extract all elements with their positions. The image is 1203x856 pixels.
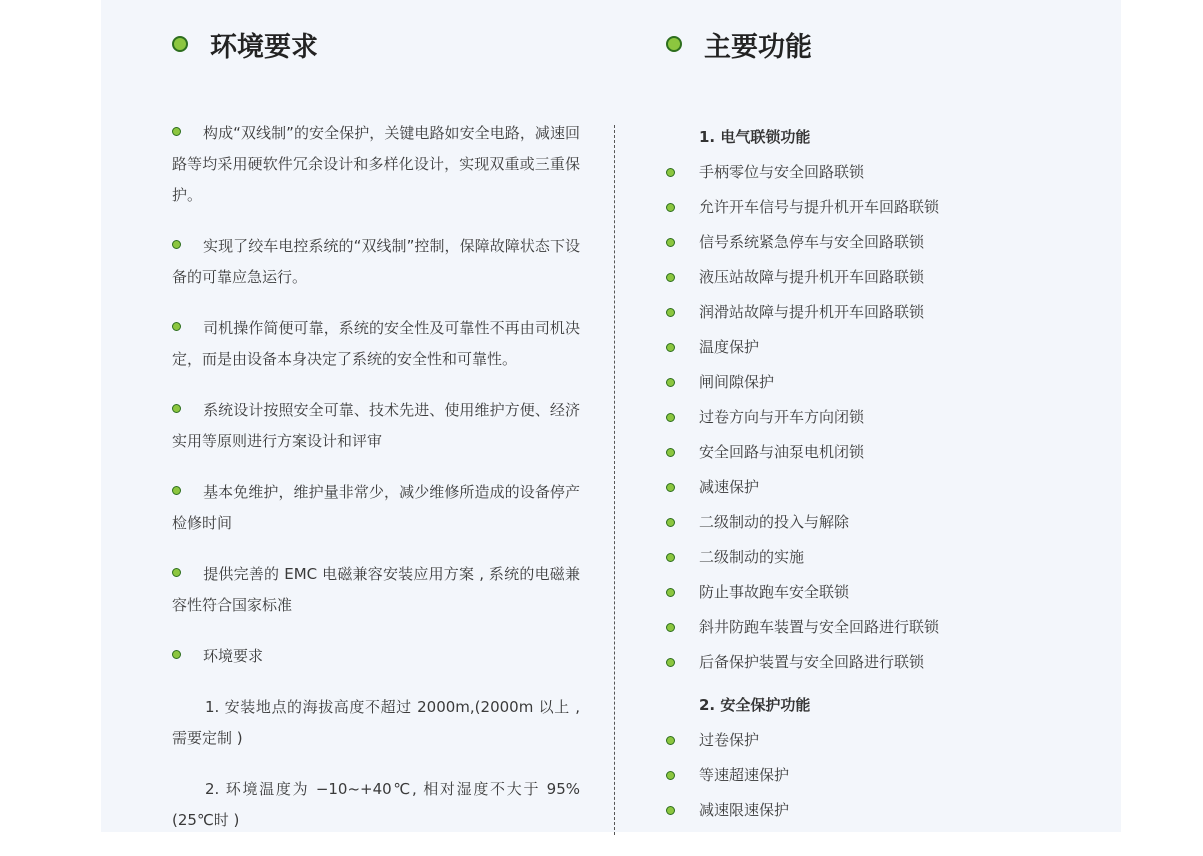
function-item: 等速超速保护 — [666, 758, 1086, 793]
bullet-icon — [666, 658, 675, 667]
bullet-icon — [666, 273, 675, 282]
bullet-icon — [666, 806, 675, 815]
feature-paragraph: 基本免维护，维护量非常少，减少维修所造成的设备停产检修时间 — [172, 483, 580, 532]
function-item: 液压站故障与提升机开车回路联锁 — [666, 260, 1086, 295]
function-item: 后备保护装置与安全回路进行联锁 — [666, 645, 1086, 680]
bullet-icon — [666, 448, 675, 457]
function-item: 防止事故跑车安全联锁 — [666, 575, 1086, 610]
function-item: 手柄零位与安全回路联锁 — [666, 155, 1086, 190]
bullet-icon — [666, 308, 675, 317]
bullet-icon — [666, 623, 675, 632]
bullet-icon — [172, 486, 181, 495]
function-item: 温度保护 — [666, 330, 1086, 365]
function-item: 允许开车信号与提升机开车回路联锁 — [666, 190, 1086, 225]
bullet-icon — [666, 168, 675, 177]
bullet-icon — [666, 413, 675, 422]
function-item: 润滑站故障与提升机开车回路联锁 — [666, 295, 1086, 330]
left-title-text: 环境要求 — [210, 31, 318, 63]
environment-column — [172, 118, 580, 856]
function-item: 斜井防跑车装置与安全回路进行联锁 — [666, 610, 1086, 645]
bullet-icon — [172, 322, 181, 331]
function-item: 过卷方向与开车方向闭锁 — [666, 400, 1086, 435]
function-item: 二级制动的投入与解除 — [666, 505, 1086, 540]
column-divider — [614, 125, 615, 835]
bullet-icon — [172, 568, 181, 577]
bullet-icon — [666, 771, 675, 780]
function-group-heading: 1. 电气联锁功能 — [699, 128, 811, 146]
right-title-text: 主要功能 — [704, 31, 812, 63]
right-section-title — [666, 24, 812, 64]
function-item: 减速限速保护 — [666, 793, 1086, 828]
environment-item: 1. 安装地点的海拔高度不超过 2000m,(2000m 以上 , 需要定制 ) — [172, 698, 580, 747]
function-group-heading: 2. 安全保护功能 — [699, 696, 811, 714]
bullet-icon — [172, 650, 181, 659]
function-item: 闸间隙保护 — [666, 365, 1086, 400]
bullet-icon — [666, 483, 675, 492]
bullet-icon — [666, 378, 675, 387]
feature-paragraph: 环境要求 — [172, 641, 580, 672]
environment-item: 2. 环境温度为 −10~+40℃, 相对湿度不大于 95%(25℃时 ) — [172, 780, 580, 829]
function-item: 减速保护 — [666, 470, 1086, 505]
bullet-icon — [666, 203, 675, 212]
function-item: 过卷保护 — [666, 723, 1086, 758]
bullet-icon — [666, 238, 675, 247]
title-bullet-icon — [172, 36, 188, 52]
feature-paragraph: 司机操作简便可靠，系统的安全性及可靠性不再由司机决定，而是由设备本身决定了系统的安全性和可靠性。 — [172, 319, 580, 368]
bullet-icon — [666, 588, 675, 597]
function-item: 二级制动的实施 — [666, 540, 1086, 575]
bullet-icon — [666, 343, 675, 352]
bullet-icon — [666, 518, 675, 527]
bullet-icon — [172, 127, 181, 136]
function-item: 安全回路与油泵电机闭锁 — [666, 435, 1086, 470]
bullet-icon — [172, 404, 181, 413]
functions-column — [666, 118, 1086, 828]
feature-paragraph: 构成“双线制”的安全保护，关键电路如安全电路，减速回路等均采用硬软件冗余设计和多样化设计，实现双重或三重保护。 — [172, 124, 580, 204]
bullet-icon — [666, 736, 675, 745]
bullet-icon — [666, 553, 675, 562]
feature-paragraph: 系统设计按照安全可靠、技术先进、使用维护方便、经济实用等原则进行方案设计和评审 — [172, 401, 580, 450]
left-section-title — [172, 24, 318, 64]
feature-paragraph: 提供完善的 EMC 电磁兼容安装应用方案 , 系统的电磁兼容性符合国家标准 — [172, 565, 580, 614]
function-item: 信号系统紧急停车与安全回路联锁 — [666, 225, 1086, 260]
title-bullet-icon — [666, 36, 682, 52]
feature-paragraph: 实现了绞车电控系统的“双线制”控制，保障故障状态下设备的可靠应急运行。 — [172, 237, 580, 286]
bullet-icon — [172, 240, 181, 249]
